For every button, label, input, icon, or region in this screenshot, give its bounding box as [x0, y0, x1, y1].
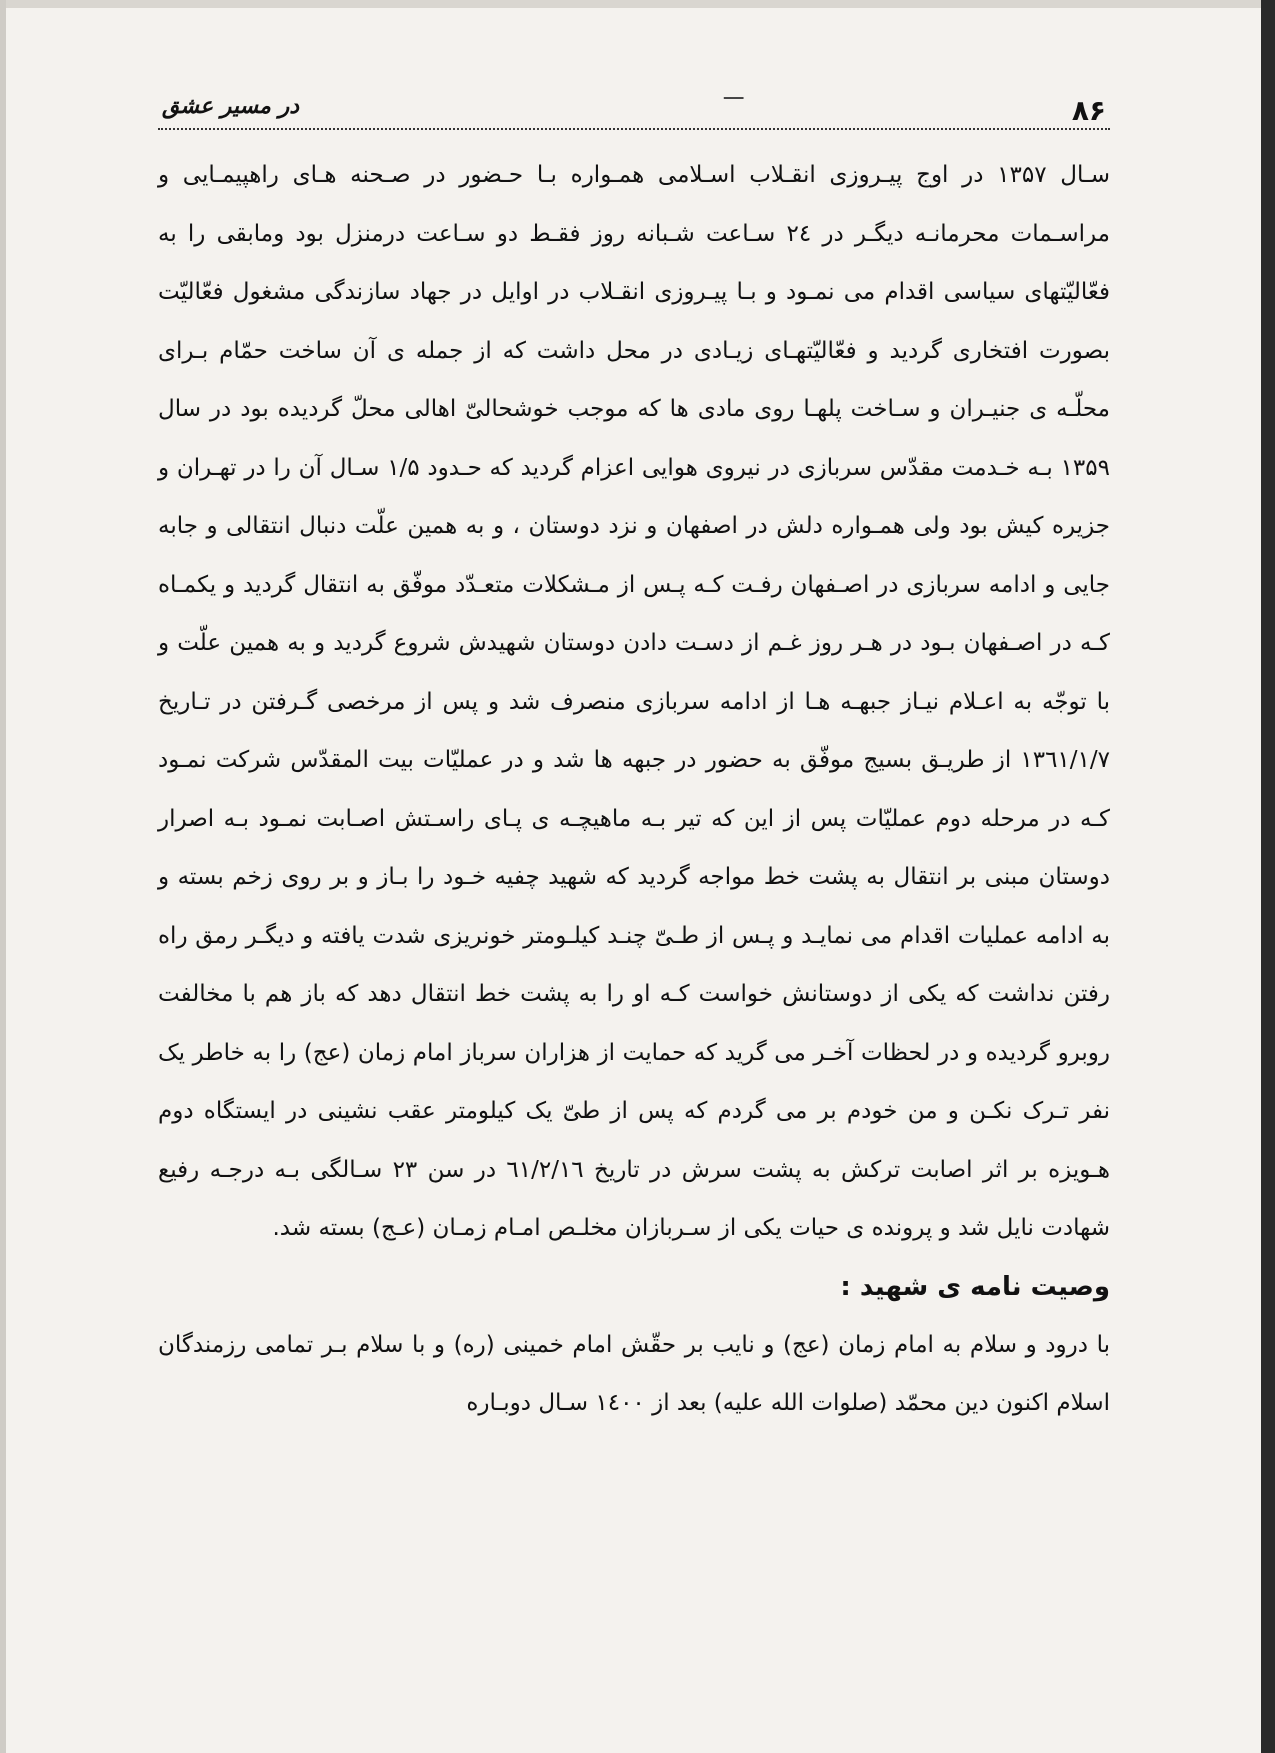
will-paragraph: با درود و سلام به امام زمان (عج) و نایب بر حقّش امام خمینی (ره) و با سلام بـر تمامی رزمندگان اسلام اکنون دین محمّد (صلوات الله علیه) بعد از ۱٤۰۰ سـال دوبـاره	[158, 1331, 1110, 1416]
running-title: در مسیر عشق	[162, 94, 300, 119]
page-number: ۸۶	[1071, 94, 1106, 127]
scan-edge-top	[0, 0, 1275, 8]
scan-edge-right	[1261, 0, 1275, 1753]
section-heading: وصیت نامه ی شهید :	[840, 1271, 1110, 1302]
header-mark: ـــ	[724, 80, 744, 105]
page-header	[158, 80, 1110, 130]
book-page	[158, 80, 1110, 1700]
body-text	[158, 146, 1110, 1433]
scan-edge-left	[0, 0, 6, 1753]
biography-paragraph: سـال ۱۳۵۷ در اوج پیـروزی انقـلاب اسـلامی همـواره بـا حـضور در صـحنه هـای راهپیمـایی و مراسـمات محرمانـه دیگـر در ۲٤ سـاعت شـبانه روز فقـط دو سـاعت درمنزل بود ومابقی را به فعّالیّتهای سیاسی اقدام می نمـود و بـا پیـروزی انقـلاب در اوایل در جهاد سازندگی مشغول فعّالیّت بصورت افتخاری گردید و فعّالیّتهـای زیـادی در محل داشت که از جمله ی آن ساخت حمّام بـرای محلّـه ی جنیـران و سـاخت پلهـا روی مادی ها که موجب خوشحالیّ اهالی محلّ گردیده بود در سال ۱۳۵۹ بـه خـدمت مقدّس سربازی در نیروی هوایی اعزام گردید که حـدود ۱/۵ سـال آن را در تهـران و جزیره کیش بود ولی همـواره دلش در اصفهان و نزد دوستان ، و به همین علّت دنبال انتقالی و جابه جایی و ادامه سربازی در اصـفهان رفـت کـه پـس از مـشکلات متعـدّد موفّق به انتقال گردید و یکمـاه کـه در اصـفهان بـود در هـر روز غـم از دسـت دادن دوستان شهیدش شروع گردید و به همین علّت و با توجّه به اعـلام نیـاز جبهـه هـا از ادامه سربازی منصرف شد و پس از مرخصی گـرفتن در تـاریخ ۱۳٦۱/۱/۷ از طریـق بسیج موفّق به حضور در جبهه ها شد و در عملیّات بیت المقدّس شرکت نمـود کـه در مرحله دوم عملیّات پس از این که تیر بـه ماهیچـه ی پـای راسـتش اصـابت نمـود بـه اصرار دوستان مبنی بر انتقال به پشت خط مواجه گردید که شهید چفیه خـود را بـاز و بر روی زخم بسته و به ادامه عملیات اقدام می نمایـد و پـس از طـیّ چنـد کیلـومتر خونریزی شدت یافته و دیگـر رمق راه رفتن نداشت که یکی از دوستانش خواست کـه او را به پشت خط انتقال دهد که باز هم با مخالفت روبرو گردیده و در لحظات آخـر می گرید که حمایت از هزاران سرباز امام زمان (عج) را به خاطر یک نفر تـرک نکـن و من خودم بر می گردم که پس از طیّ یک کیلومتر عقب نشینی در ایستگاه دوم هـویزه بر اثر اصابت ترکش به پشت سرش در تاریخ ٦۱/۲/۱٦ در سن ۲۳ سـالگی بـه درجـه رفیع شهادت نایل شد و پرونده ی حیات یکی از سـربازان مخلـص امـام زمـان (عـج) بسته شد.	[158, 162, 1111, 1241]
